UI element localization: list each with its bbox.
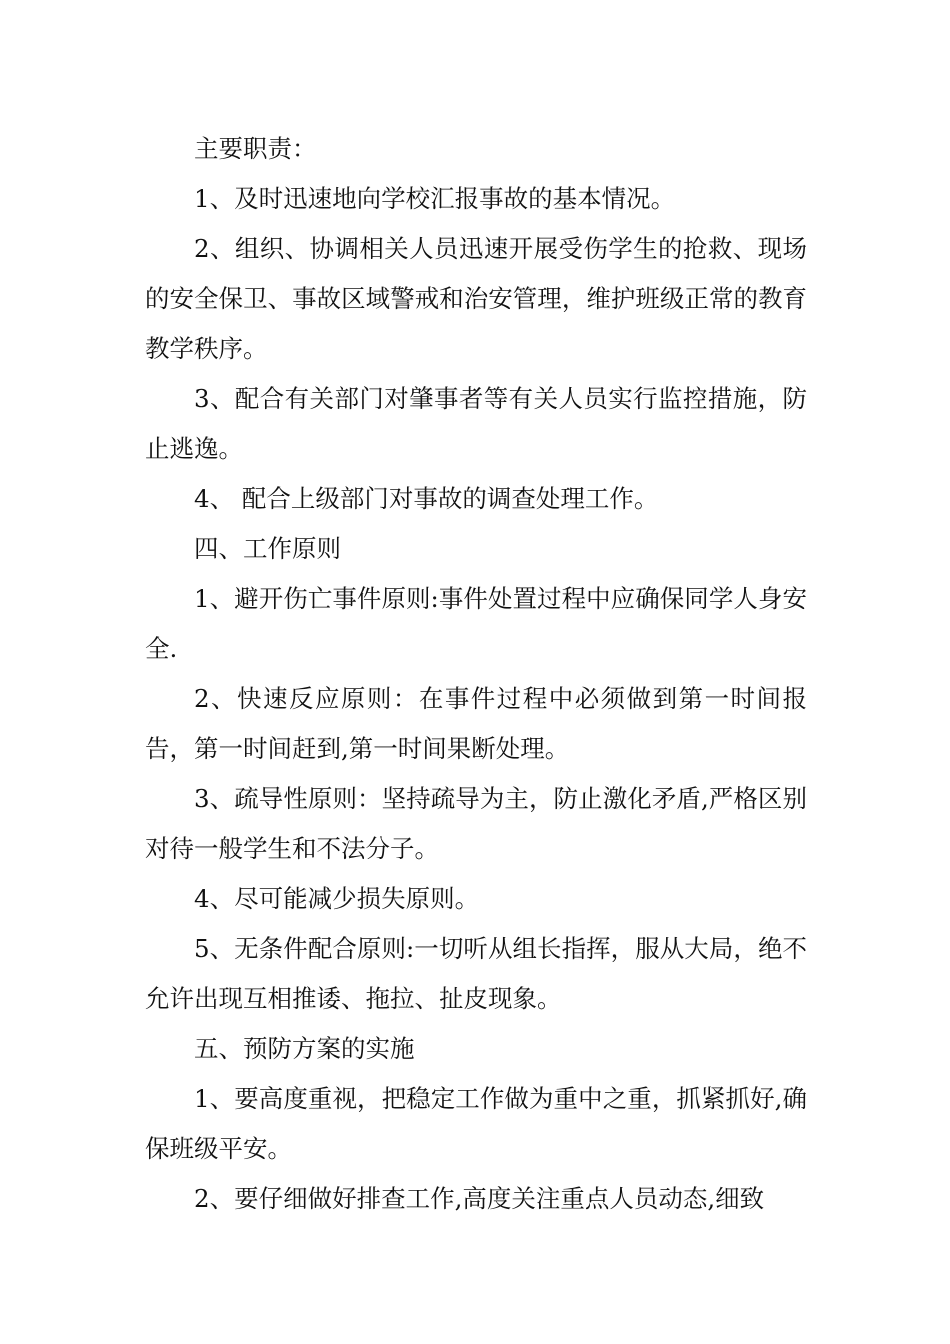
- paragraph-duty-2: 2、组织、协调相关人员迅速开展受伤学生的抢救、现场的安全保卫、事故区域警戒和治安管理，维护班级正常的教育教学秩序。: [145, 234, 807, 363]
- paragraph-principle-1: 1、避开伤亡事件原则:事件处置过程中应确保同学人身安全.: [145, 584, 807, 663]
- paragraph-principle-2: 2、快速反应原则：在事件过程中必须做到第一时间报告，第一时间赶到,第一时间果断处理。: [145, 684, 807, 763]
- section-heading-work-principles: 四、工作原则: [194, 534, 341, 563]
- paragraph-main-duties-heading: 主要职责：: [194, 134, 317, 163]
- paragraph-principle-5: 5、无条件配合原则:一切听从组长指挥，服从大局，绝不允许出现互相推诿、拖拉、扯皮现象。: [145, 934, 807, 1013]
- paragraph-duty-1: 1、及时迅速地向学校汇报事故的基本情况。: [194, 184, 676, 213]
- document-body: [145, 124, 807, 1224]
- paragraph-duty-3: 3、配合有关部门对肇事者等有关人员实行监控措施，防止逃逸。: [145, 384, 807, 463]
- paragraph-principle-3: 3、疏导性原则：坚持疏导为主，防止激化矛盾,严格区别对待一般学生和不法分子。: [145, 784, 807, 863]
- paragraph-duty-4: 4、 配合上级部门对事故的调查处理工作。: [194, 484, 659, 513]
- paragraph-prevention-1: 1、要高度重视，把稳定工作做为重中之重，抓紧抓好,确保班级平安。: [145, 1084, 807, 1163]
- paragraph-principle-4: 4、尽可能减少损失原则。: [194, 884, 480, 913]
- paragraph-prevention-2: 2、要仔细做好排查工作,高度关注重点人员动态,细致: [194, 1184, 765, 1213]
- section-heading-prevention-plan: 五、预防方案的实施: [194, 1034, 415, 1063]
